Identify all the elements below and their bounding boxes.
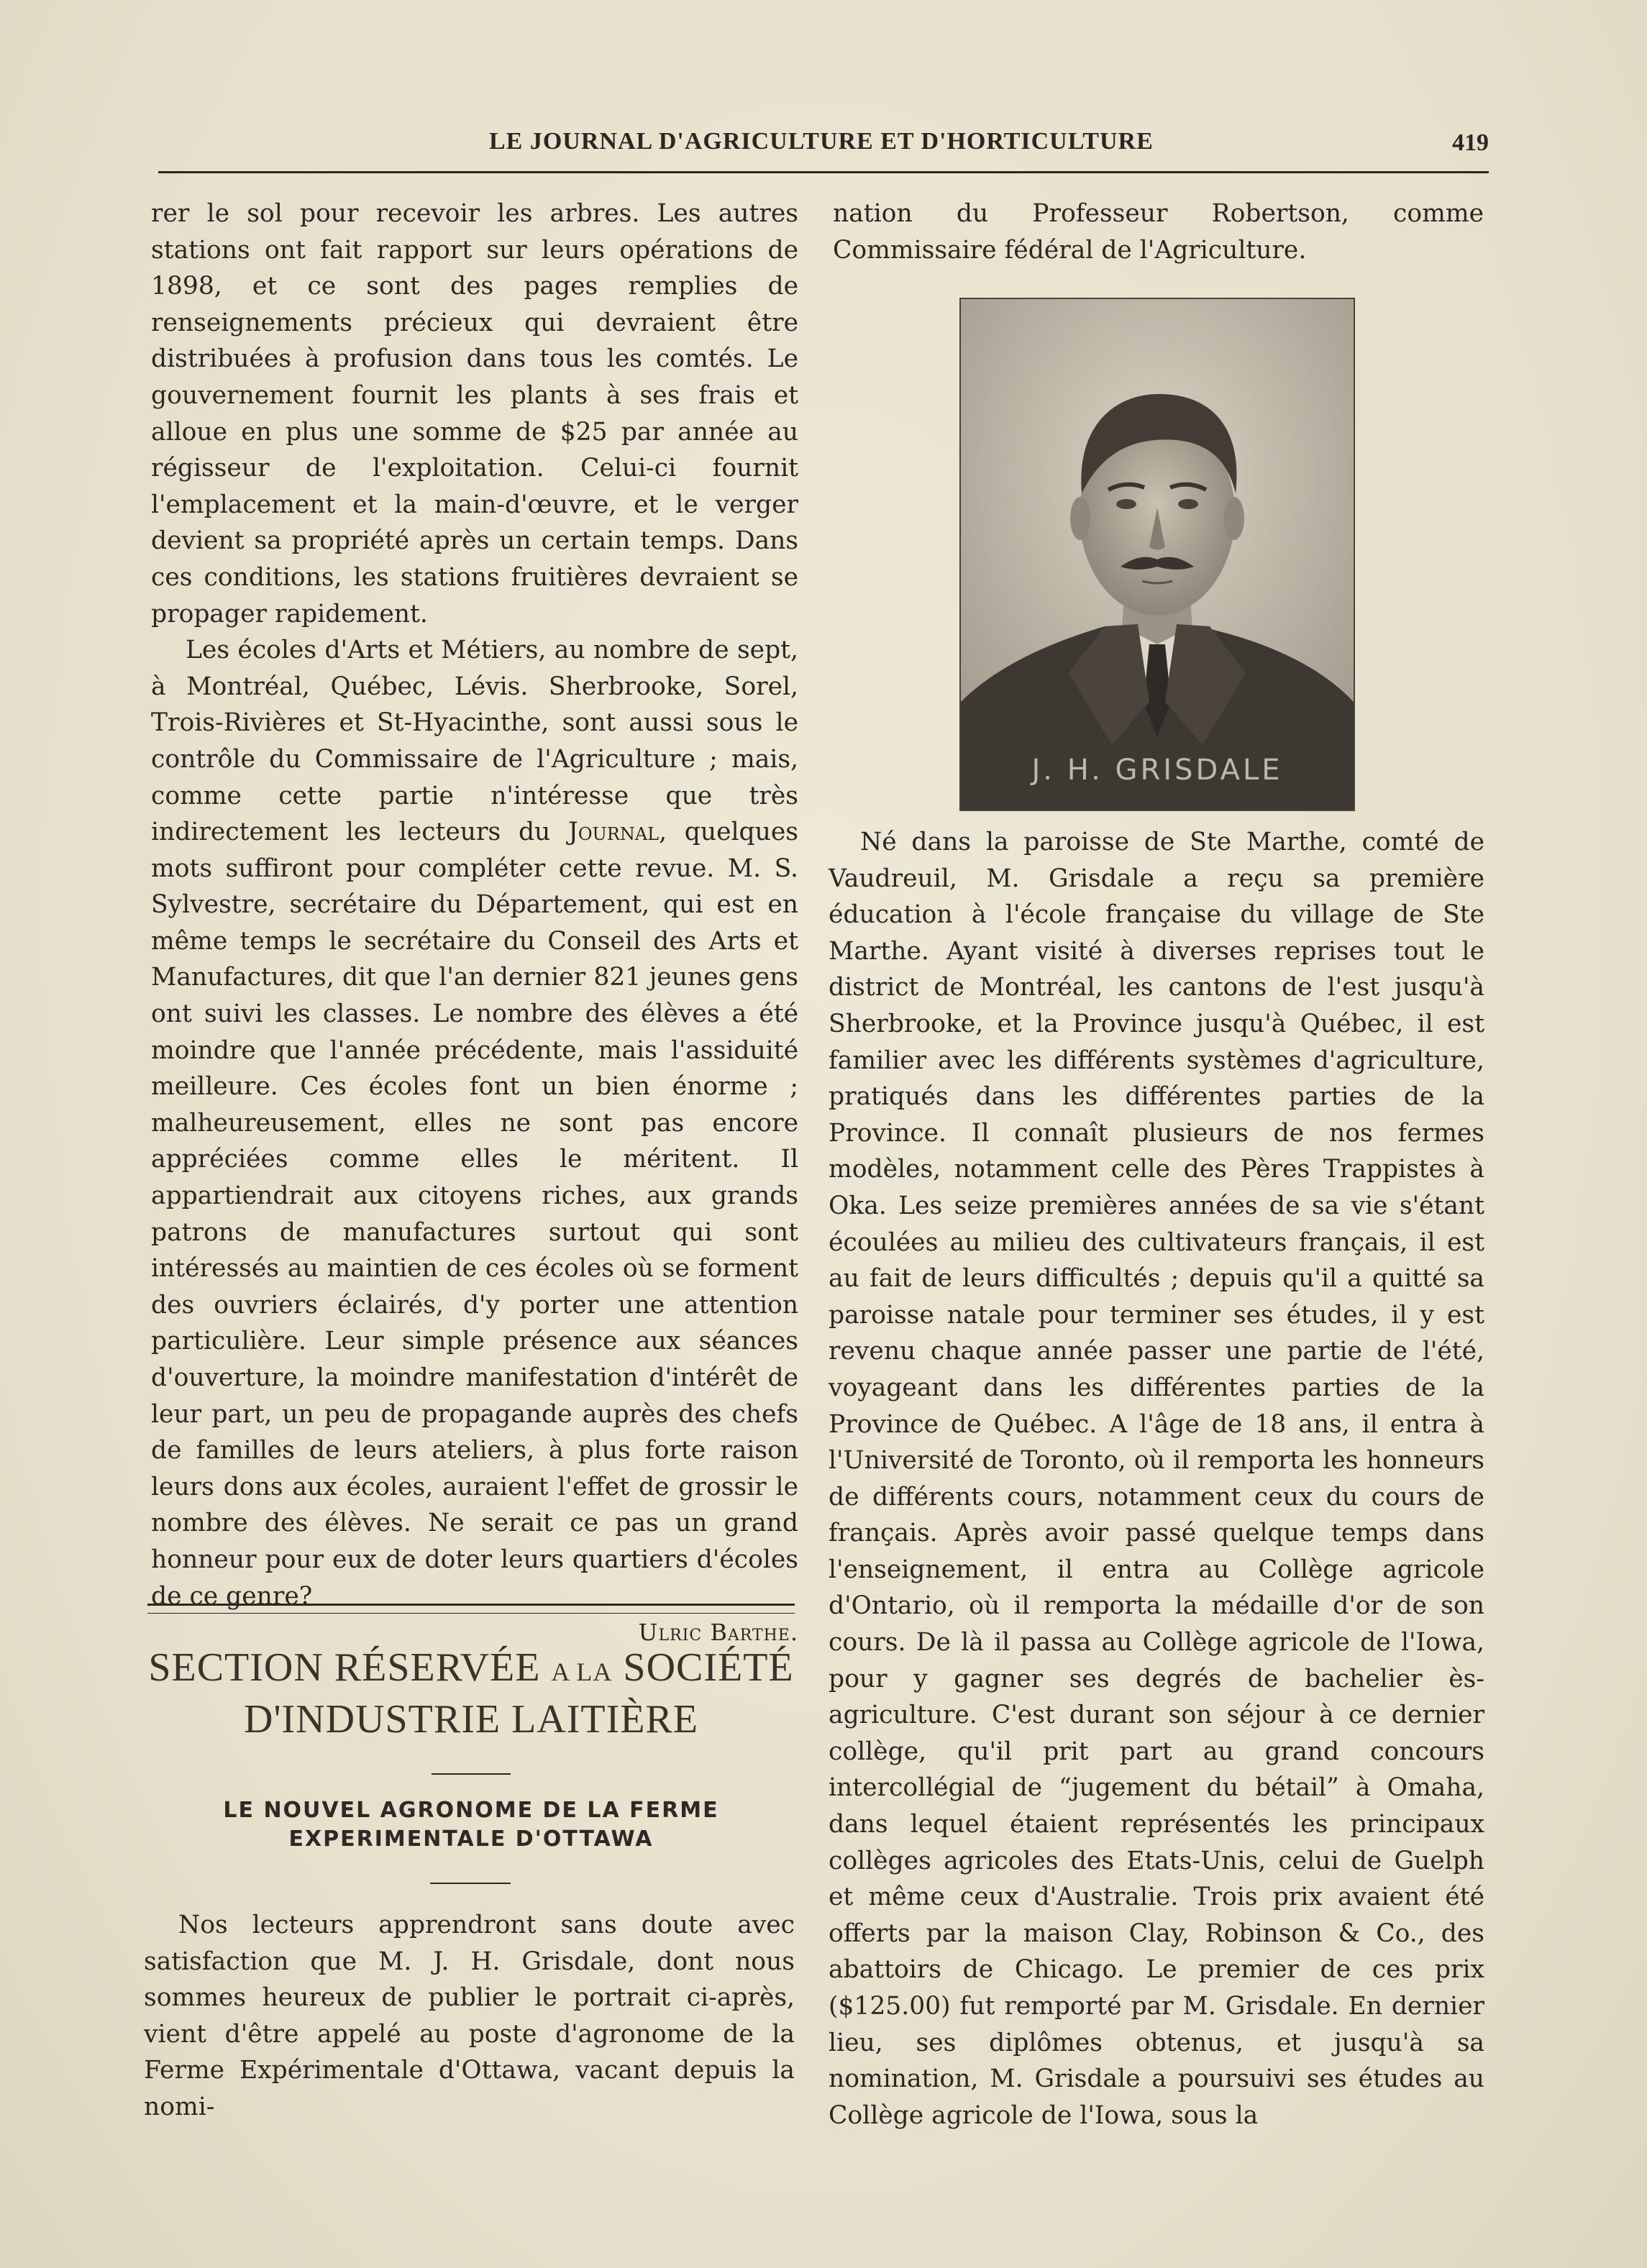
article-title (147, 1796, 795, 1854)
paragraph-text: , quelques mots suffiront pour compléter cette revue. M. S. Sylvestre, secrétaire du Département, qui est en même temps le secrétaire du Conseil des Arts et Manufactures, dit que l'an dernier 821 jeunes gens ont suivi les classes. Le nombre des élèves a été moindre que l'année précédente, mais l'assiduité meilleure. Ces écoles font un bien énorme ; malheureusement, elles ne sont pas encore appréciées comme elles le méritent. Il appartiendrait aux citoyens riches, aux grands patrons de manufactures surtout qui sont intéressés au maintien de ces écoles où se forment des ouvriers éclairés, d'y porter une attention particulière. Leur simple présence aux séances d'ouverture, la moindre manifestation d'intérêt de leur part, un peu de propagande auprès des chefs de familles de leurs ateliers, à plus forte raison leurs dons aux écoles, auraient l'effet de grossir le nombre des élèves. Ne serait ce pas un grand honneur pour eux de doter leurs quartiers d'écoles de ce genre? (151, 818, 798, 1611)
portrait-illustration (961, 299, 1354, 810)
paragraph-text: Les écoles d'Arts et Métiers, au nombre de sept, à Montréal, Québec, Lévis. Sherbrooke, Sorel, Trois-Rivières et St-Hyacinthe, sont aussi sous le contrôle du Commissaire de l'Agriculture ; mais, comme cette partie n'intéresse que très indirectement les lecteurs du (151, 636, 798, 847)
photo-caption: J. H. GRISDALE (1031, 754, 1283, 787)
short-rule-bottom (430, 1883, 511, 1884)
article-intro-text: Nos lecteurs apprendront sans doute avec satisfaction que M. J. H. Grisdale, dont nous sommes heureux de publier le portrait ci-après, vient d'être appelé au poste d'agronome de la Ferme Expérimentale d'Ottawa, vacant depuis la nomi- (144, 1911, 795, 2121)
section-heading-part: SECTION RÉSERVÉE (148, 1645, 541, 1690)
short-rule-top (432, 1773, 511, 1775)
page-number: 419 (1452, 129, 1489, 156)
article-title-line2: EXPERIMENTALE D'OTTAWA (288, 1826, 654, 1852)
biography (829, 824, 1484, 2134)
portrait-photo (959, 298, 1355, 811)
article-intro (144, 1907, 795, 2126)
journal-name: Journal (568, 818, 660, 847)
header-rule (158, 171, 1489, 173)
paragraph-continuation: nation du Professeur Robertson, comme Commissaire fédéral de l'Agriculture. (833, 199, 1484, 265)
section-heading-line2: D'INDUSTRIE LAITIÈRE (244, 1697, 698, 1742)
section-heading-line1 (147, 1644, 795, 1696)
article-title-line1: LE NOUVEL AGRONOME DE LA FERME (223, 1798, 719, 1823)
section-heading-part: A LA (551, 1657, 613, 1686)
left-column (151, 196, 798, 1651)
section-heading-part: SOCIÉTÉ (623, 1645, 794, 1690)
author-signature: Ulric Barthe. (638, 1619, 798, 1647)
section-heading (147, 1644, 795, 1743)
paragraph-arts-metiers (151, 632, 798, 1614)
biography-text: Né dans la paroisse de Ste Marthe, comté de Vaudreuil, M. Grisdale a reçu sa première éducation à l'école française du village de Ste Marthe. Ayant visité à diverses reprises tout le district de Montréal, les cantons de l'est jusqu'à Sherbrooke, et la Province jusqu'à Québec, il est familier avec les différents systèmes d'agriculture, pratiqués dans les différentes parties de la Province. Il connaît plusieurs de nos fermes modèles, notamment celle des Pères Trappistes à Oka. Les seize premières années de sa vie s'étant écoulées au milieu des cultivateurs français, il est au fait de leurs difficultés ; depuis qu'il a quitté sa paroisse natale pour terminer ses études, il y est revenu chaque année passer une partie de l'été, voyageant dans les différentes parties de la Province de Québec. A l'âge de 18 ans, il entra à l'Université de Toronto, où il remporta les honneurs de différents cours, notamment ceux du cours de français. Après avoir passé quelque temps dans l'enseignement, il entra au Collège agricole d'Ontario, où il remporta la médaille d'or de son cours. De là il passa au Collège agricole de l'Iowa, pour y gagner ses degrés de bachelier ès-agriculture. C'est durant son séjour à ce dernier collège, qu'il prit part au grand concours intercollégial de “jugement du bétail” à Omaha, dans lequel étaient représentés les principaux collèges agricoles des Etats-Unis, celui de Guelph et même ceux d'Australie. Trois prix avaient été offerts par la maison Clay, Robinson & Co., des abattoirs de Chicago. Le premier de ces prix ($125.00) fut remporté par M. Grisdale. En dernier lieu, ses diplômes obtenus, et jusqu'à sa nomination, M. Grisdale a poursuivi ses études au Collège agricole de l'Iowa, sous la (829, 828, 1484, 2130)
section-divider (147, 1604, 795, 1614)
journal-title: LE JOURNAL D'AGRICULTURE ET D'HORTICULTURE (489, 128, 1154, 155)
running-head (158, 128, 1489, 164)
right-column-top (833, 196, 1484, 268)
paragraph-fruit-stations: rer le sol pour recevoir les arbres. Les autres stations ont fait rapport sur leurs opérations de 1898, et ce sont des pages remplies de renseignements précieux qui devraient être distribuées à profusion dans tous les comtés. Le gouvernement fournit les plants à ses frais et alloue en plus une somme de $25 par année au régisseur de l'exploitation. Celui-ci fournit l'emplacement et la main-d'œuvre, et le verger devient sa propriété après un certain temps. Dans ces conditions, les stations fruitières devraient se propager rapidement. (151, 199, 798, 628)
